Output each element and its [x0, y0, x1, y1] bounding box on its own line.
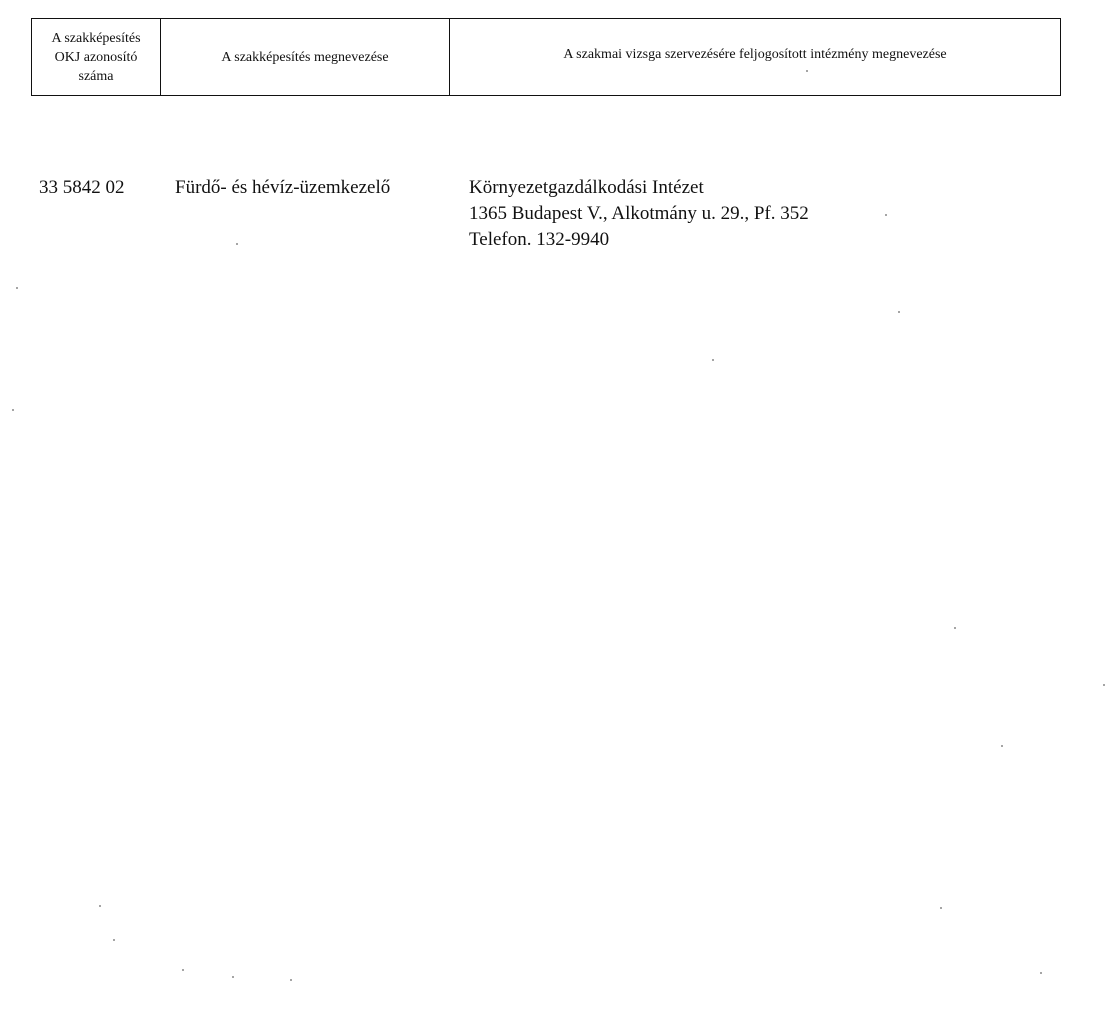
- scan-speck: [99, 905, 101, 907]
- header-qualification-name: A szakképesítés megnevezése: [161, 19, 450, 95]
- scan-speck: [16, 287, 18, 289]
- header-okj-id-line1: A szakképesítés: [51, 30, 141, 46]
- scan-speck: [712, 359, 714, 361]
- scan-speck: [954, 627, 956, 629]
- header-okj-id-line3: száma: [78, 68, 114, 84]
- scan-speck: [182, 969, 184, 971]
- scan-speck: [1040, 972, 1042, 974]
- scan-speck: [1001, 745, 1003, 747]
- header-okj-id-line2: OKJ azonosító: [54, 49, 138, 65]
- scan-speck: [236, 243, 238, 245]
- qualification-name: Fürdő- és hévíz-üzemkezelő: [175, 177, 391, 198]
- header-okj-id: [32, 19, 161, 95]
- scan-speck: [1103, 684, 1105, 686]
- institution-block: [469, 175, 809, 253]
- header-table: [31, 18, 1061, 96]
- institution-address: 1365 Budapest V., Alkotmány u. 29., Pf. 352: [469, 203, 809, 224]
- scan-speck: [113, 939, 115, 941]
- scan-speck: [12, 409, 14, 411]
- institution-name: Környezetgazdálkodási Intézet: [469, 177, 704, 198]
- okj-code: 33 5842 02: [39, 177, 125, 198]
- institution-phone: Telefon. 132-9940: [469, 229, 610, 250]
- scan-speck: [806, 70, 808, 72]
- scan-speck: [898, 311, 900, 313]
- scan-speck: [290, 979, 292, 981]
- scan-speck: [940, 907, 942, 909]
- header-institution-name: A szakmai vizsga szervezésére feljogosított intézmény megnevezése: [563, 46, 947, 62]
- scan-speck: [885, 214, 887, 216]
- scan-speck: [232, 976, 234, 978]
